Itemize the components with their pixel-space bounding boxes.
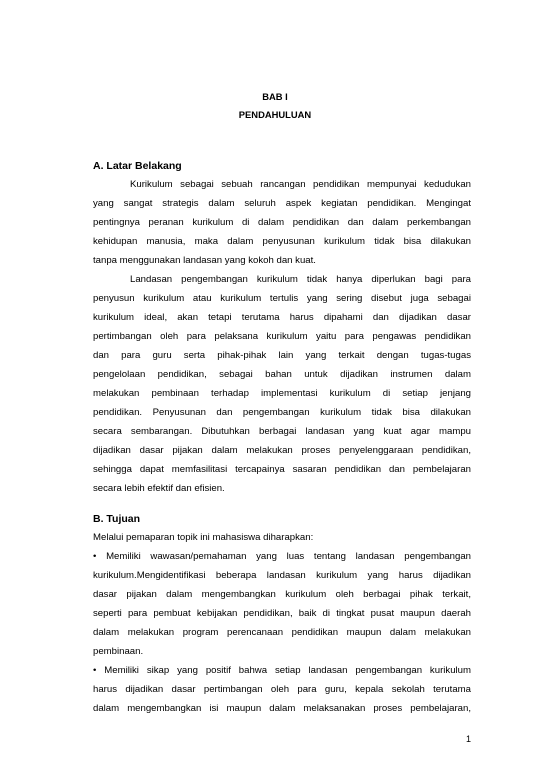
paragraph-line: Melalui pemaparan topik ini mahasiswa diharapkan: xyxy=(93,532,314,543)
paragraph-line: tanpa menggunakan landasan yang kokoh dan kuat. xyxy=(93,255,316,266)
paragraph-line: harus dijadikan dasar pertimbangan oleh para guru, kepala sekolah terutama xyxy=(93,684,471,695)
paragraph-line: pendidikan. Penyusunan dan pengembangan kurikulum tidak bisa dilakukan xyxy=(93,407,471,418)
paragraph-line: pentingnya peranan kurikulum di dalam pendidikan dan dalam perkembangan xyxy=(93,217,471,228)
paragraph-line: melakukan pembinaan terhadap implementasi kurikulum di setiap jenjang xyxy=(93,388,471,399)
paragraph-line: kurikulum.Mengidentifikasi beberapa landasan kurikulum yang harus dijadikan xyxy=(93,570,471,581)
paragraph-line: dijadikan dasar pijakan dalam melakukan proses penyelenggaraan pendidikan, xyxy=(93,445,471,456)
paragraph-line: Landasan pengembangan kurikulum tidak hanya diperlukan bagi para xyxy=(130,274,471,285)
bullet-line: • Memiliki sikap yang positif bahwa setiap landasan pengembangan kurikulum xyxy=(93,665,471,676)
paragraph-line: yang sangat strategis dalam seluruh aspek kegiatan pendidikan. Mengingat xyxy=(93,198,471,209)
paragraph-line: pengelolaan pendidikan, sebagai bahan untuk dijadikan instrumen dalam xyxy=(93,369,471,380)
paragraph-line: Kurikulum sebagai sebuah rancangan pendidikan mempunyai kedudukan xyxy=(130,179,471,190)
paragraph-line: dalam mengembangkan isi maupun dalam melaksanakan proses pembelajaran, xyxy=(93,703,471,714)
paragraph-line: sehingga dapat memfasilitasi tercapainya sasaran pendidikan dan pembelajaran xyxy=(93,464,471,475)
paragraph-line: secara sembarangan. Dibutuhkan berbagai landasan yang kuat agar mampu xyxy=(93,426,471,437)
paragraph-line: dan para guru serta pihak-pihak lain yang terkait dengan tugas-tugas xyxy=(93,350,471,361)
paragraph-line: dasar pijakan dalam mengembangkan kurikulum oleh berbagai pihak terkait, xyxy=(93,589,471,600)
paragraph-line: kurikulum ideal, akan tetapi terutama harus dipahami dan dijadikan dasar xyxy=(93,312,471,323)
section-heading-latar-belakang: A. Latar Belakang xyxy=(93,160,182,172)
paragraph-line: penyusun kurikulum atau kurikulum tertulis yang sering disebut juga sebagai xyxy=(93,293,471,304)
paragraph-line: pembinaan. xyxy=(93,646,144,657)
section-heading-tujuan: B. Tujuan xyxy=(93,513,141,525)
paragraph-line: kehidupan manusia, maka dalam penyusunan kurikulum tidak bisa dilakukan xyxy=(93,236,471,247)
paragraph-line: secara lebih efektif dan efisien. xyxy=(93,483,225,494)
paragraph-line: pertimbangan oleh para pelaksana kurikulum yaitu para pengawas pendidikan xyxy=(93,331,471,342)
paragraph-line: dalam melakukan program perencanaan pendidikan maupun dalam melakukan xyxy=(93,627,471,638)
chapter-title: PENDAHULUAN xyxy=(238,109,312,120)
page-number: 1 xyxy=(465,734,471,744)
bullet-line: • Memiliki wawasan/pemahaman yang luas tentang landasan pengembangan xyxy=(93,551,471,562)
chapter-number: BAB I xyxy=(262,91,288,102)
paragraph-line: seperti para pembuat kebijakan pendidikan, baik di tingkat pusat maupun daerah xyxy=(93,608,471,619)
